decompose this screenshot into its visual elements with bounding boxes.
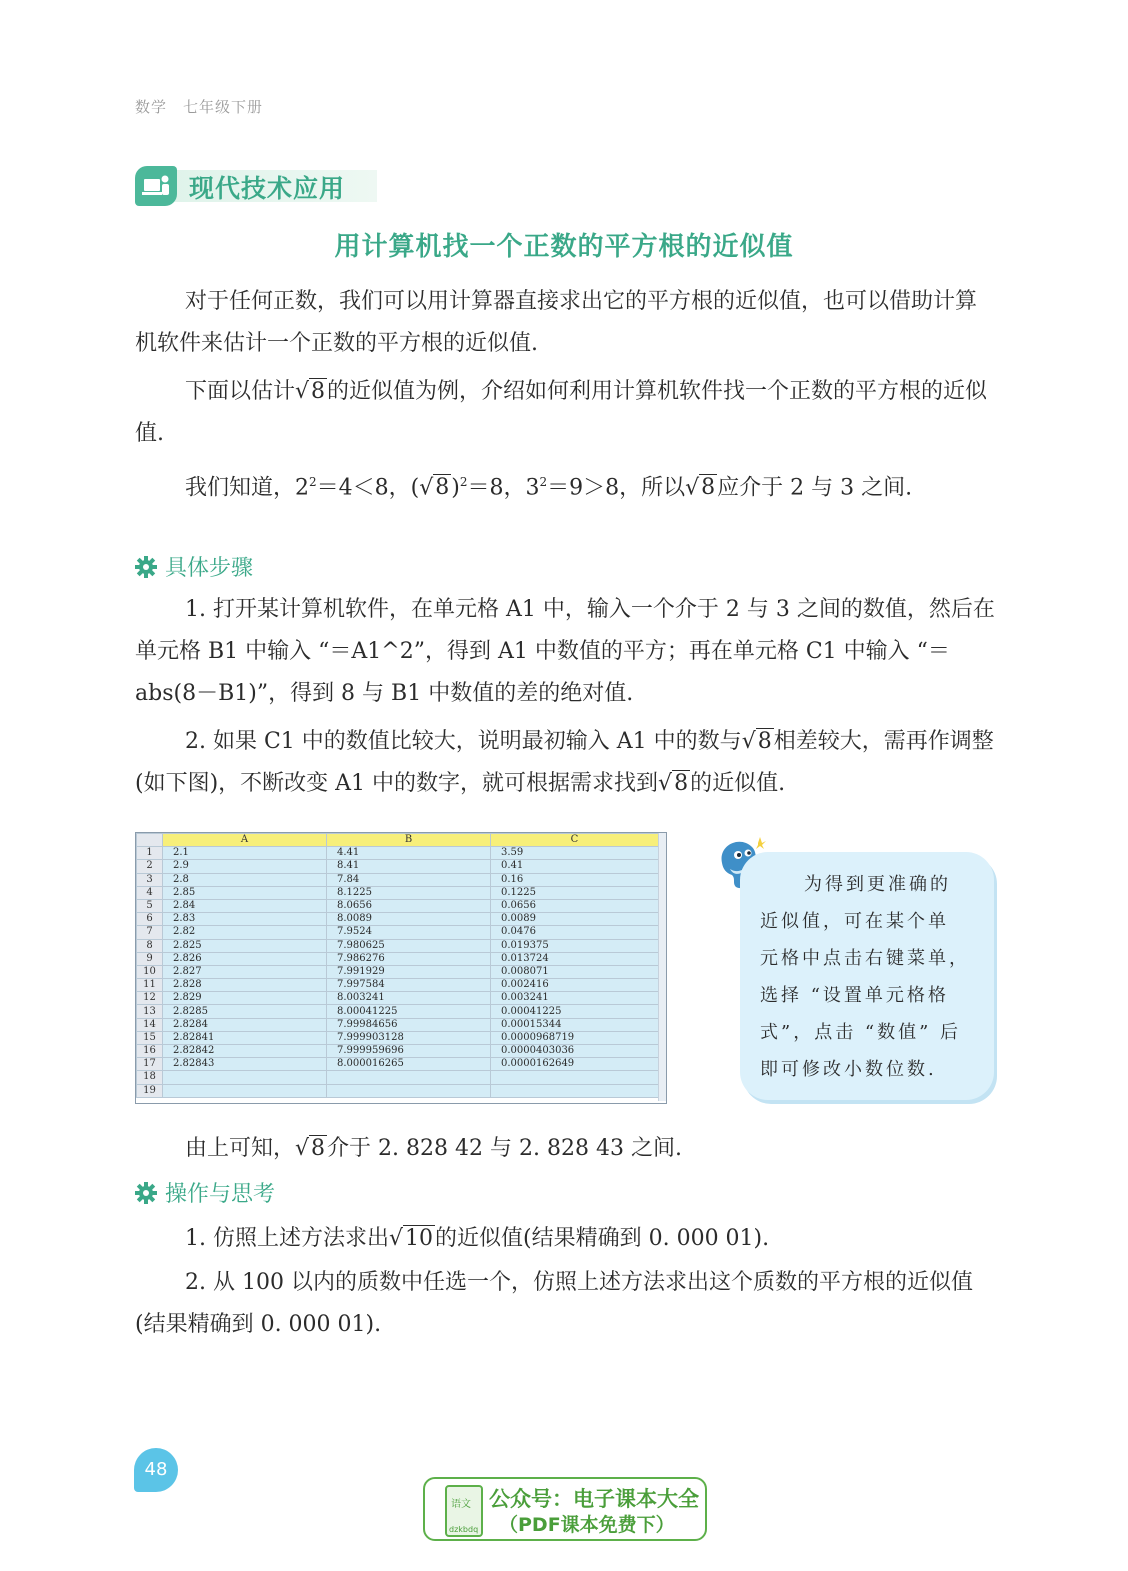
- table-cell[interactable]: 0.0089: [491, 913, 659, 926]
- table-cell[interactable]: 2.82843: [163, 1058, 327, 1071]
- table-cell[interactable]: 2.83: [163, 913, 327, 926]
- table-row: [137, 913, 659, 926]
- sqrt-8: √8: [685, 475, 716, 501]
- vertical-scrollbar[interactable]: [658, 833, 666, 1101]
- row-number[interactable]: 5: [137, 899, 163, 912]
- table-cell[interactable]: 8.0089: [327, 913, 491, 926]
- table-cell[interactable]: 7.991929: [327, 965, 491, 978]
- table-row: [137, 1084, 659, 1097]
- column-header[interactable]: A: [163, 834, 327, 847]
- table-cell[interactable]: 2.826: [163, 952, 327, 965]
- table-cell[interactable]: 7.980625: [327, 939, 491, 952]
- table-cell[interactable]: 2.1: [163, 847, 327, 860]
- gear-icon: [135, 1182, 157, 1204]
- table-cell[interactable]: 7.84: [327, 873, 491, 886]
- table-cell[interactable]: 0.00041225: [491, 1005, 659, 1018]
- table-cell[interactable]: 0.019375: [491, 939, 659, 952]
- table-row: [137, 1018, 659, 1031]
- table-row: [137, 1031, 659, 1044]
- row-number[interactable]: 3: [137, 873, 163, 886]
- table-cell[interactable]: 0.002416: [491, 979, 659, 992]
- table-row: [137, 1005, 659, 1018]
- table-cell[interactable]: 0.0000403036: [491, 1045, 659, 1058]
- computer-person-icon: [135, 166, 177, 206]
- table-cell[interactable]: 7.986276: [327, 952, 491, 965]
- table-cell[interactable]: 7.99984656: [327, 1018, 491, 1031]
- table-cell[interactable]: 7.999903128: [327, 1031, 491, 1044]
- steps-paragraphs: [135, 589, 995, 805]
- row-number[interactable]: 11: [137, 979, 163, 992]
- question-1: 1. 仿照上述方法求出√10的近似值(结果精确到 0. 000 01).: [185, 1226, 770, 1251]
- page-title: 用计算机找一个正数的平方根的近似值: [334, 232, 794, 262]
- row-number[interactable]: 10: [137, 965, 163, 978]
- row-number[interactable]: 8: [137, 939, 163, 952]
- table-cell[interactable]: 0.0000968719: [491, 1031, 659, 1044]
- table-cell[interactable]: 0.0000162649: [491, 1058, 659, 1071]
- row-number[interactable]: 18: [137, 1071, 163, 1084]
- table-row: [137, 1058, 659, 1071]
- row-number[interactable]: 4: [137, 886, 163, 899]
- row-number[interactable]: 12: [137, 992, 163, 1005]
- table-cell[interactable]: 2.85: [163, 886, 327, 899]
- step-2: 2. 如果 C1 中的数值比较大，说明最初输入 A1 中的数与√8相差较大，需再作调整(如下图)，不断改变 A1 中的数字，就可根据需求找到√8的近似值.: [135, 729, 994, 796]
- table-cell[interactable]: 8.0656: [327, 899, 491, 912]
- gear-icon: [135, 556, 157, 578]
- table-row: [137, 860, 659, 873]
- table-cell[interactable]: 2.828: [163, 979, 327, 992]
- sqrt-8: √8: [295, 379, 326, 404]
- table-cell[interactable]: 7.9524: [327, 926, 491, 939]
- table-cell[interactable]: 2.8285: [163, 1005, 327, 1018]
- table-cell[interactable]: 8.00041225: [327, 1005, 491, 1018]
- row-number[interactable]: 6: [137, 913, 163, 926]
- intro-paragraphs: [135, 281, 995, 509]
- table-row: [137, 979, 659, 992]
- sqrt-8: √8: [295, 1136, 326, 1161]
- table-cell[interactable]: [327, 1071, 491, 1084]
- table-cell[interactable]: 0.16: [491, 873, 659, 886]
- spreadsheet: [135, 832, 667, 1104]
- watermark-badge: 语文 dzkbdq 公众号：电子课本大全 （PDF课本免费下）: [423, 1477, 707, 1541]
- table-cell[interactable]: 2.82841: [163, 1031, 327, 1044]
- table-row: [137, 1071, 659, 1084]
- table-row: [137, 992, 659, 1005]
- table-cell[interactable]: [491, 1084, 659, 1097]
- think-heading: 操作与思考: [135, 1177, 275, 1208]
- table-cell[interactable]: 2.82842: [163, 1045, 327, 1058]
- table-cell[interactable]: 0.013724: [491, 952, 659, 965]
- table-cell[interactable]: 4.41: [327, 847, 491, 860]
- table-cell[interactable]: 2.827: [163, 965, 327, 978]
- spreadsheet-table: [136, 833, 659, 1098]
- table-cell[interactable]: 2.8284: [163, 1018, 327, 1031]
- sqrt-8: √8: [419, 475, 450, 501]
- table-cell[interactable]: [163, 1084, 327, 1097]
- steps-heading: 具体步骤: [135, 551, 253, 582]
- sqrt-10: √10: [388, 1226, 434, 1251]
- table-cell[interactable]: 2.825: [163, 939, 327, 952]
- table-row: [137, 1045, 659, 1058]
- table-cell[interactable]: 2.8: [163, 873, 327, 886]
- book-icon: 语文: [445, 1485, 483, 1537]
- question-2: 2. 从 100 以内的质数中任选一个，仿照上述方法求出这个质数的平方根的近似值(结果精确到 0. 000 01).: [135, 1270, 973, 1337]
- row-number[interactable]: 16: [137, 1045, 163, 1058]
- table-cell[interactable]: 0.41: [491, 860, 659, 873]
- table-cell[interactable]: 0.0656: [491, 899, 659, 912]
- section-title: 现代技术应用: [189, 174, 346, 203]
- table-row: [137, 965, 659, 978]
- table-cell[interactable]: 0.0476: [491, 926, 659, 939]
- table-cell[interactable]: 8.41: [327, 860, 491, 873]
- intro-p3: 我们知道，$2^2=4<8$，$(√8)^2=8$，$3^2=9>8$，所以√8应介于 2 与 3 之间.: [185, 475, 913, 501]
- table-cell[interactable]: [327, 1084, 491, 1097]
- column-header[interactable]: C: [491, 834, 659, 847]
- row-number[interactable]: 2: [137, 860, 163, 873]
- sqrt-8: √8: [741, 729, 772, 754]
- table-cell[interactable]: 3.59: [491, 847, 659, 860]
- table-cell[interactable]: 0.1225: [491, 886, 659, 899]
- table-row: [137, 952, 659, 965]
- row-number[interactable]: 9: [137, 952, 163, 965]
- row-number[interactable]: 19: [137, 1084, 163, 1097]
- table-cell[interactable]: 2.84: [163, 899, 327, 912]
- tip-text: 为得到更准确的 近似值，可在某个单 元格中点击右键菜单， 选择 “设置单元格格 式”，点击 “数值” 后 即可修改小数位数.: [760, 874, 970, 1080]
- table-cell[interactable]: 0.008071: [491, 965, 659, 978]
- sqrt-8: √8: [658, 771, 689, 796]
- conclusion: 由上可知，√8介于 2. 828 42 与 2. 828 43 之间.: [185, 1136, 682, 1161]
- table-row: [137, 886, 659, 899]
- row-number[interactable]: 1: [137, 847, 163, 860]
- table-row: [137, 873, 659, 886]
- table-cell[interactable]: [163, 1071, 327, 1084]
- row-number[interactable]: 7: [137, 926, 163, 939]
- column-header-row: [137, 834, 659, 847]
- table-cell[interactable]: 0.00015344: [491, 1018, 659, 1031]
- table-cell[interactable]: [491, 1071, 659, 1084]
- table-row: [137, 926, 659, 939]
- table-cell[interactable]: 7.997584: [327, 979, 491, 992]
- table-cell[interactable]: 7.999959696: [327, 1045, 491, 1058]
- row-number[interactable]: 13: [137, 1005, 163, 1018]
- intro-p1: 对于任何正数，我们可以用计算器直接求出它的平方根的近似值，也可以借助计算机软件来估计一个正数的平方根的近似值.: [135, 289, 978, 356]
- row-number[interactable]: 14: [137, 1018, 163, 1031]
- table-cell[interactable]: 8.000016265: [327, 1058, 491, 1071]
- table-cell[interactable]: 8.003241: [327, 992, 491, 1005]
- tip-bubble: [740, 852, 994, 1100]
- think-paragraphs: [135, 1218, 995, 1346]
- row-number[interactable]: 15: [137, 1031, 163, 1044]
- column-header[interactable]: B: [327, 834, 491, 847]
- table-cell[interactable]: 2.82: [163, 926, 327, 939]
- table-cell[interactable]: 2.9: [163, 860, 327, 873]
- table-cell[interactable]: 2.829: [163, 992, 327, 1005]
- table-row: [137, 899, 659, 912]
- page-number: 48: [134, 1448, 178, 1492]
- table-cell[interactable]: 8.1225: [327, 886, 491, 899]
- table-row: [137, 939, 659, 952]
- step-1: 1. 打开某计算机软件，在单元格 A1 中，输入一个介于 2 与 3 之间的数值，然后在单元格 B1 中输入 “＝A1^2”，得到 A1 中数值的平方；再在单元格 C1 中输入 “＝abs(8－B1)”，得到 8 与 B1 中数值的差的绝对值.: [135, 597, 995, 706]
- table-row: [137, 847, 659, 860]
- running-header: 数学 七年级下册: [135, 98, 264, 116]
- table-cell[interactable]: 0.003241: [491, 992, 659, 1005]
- row-number[interactable]: 17: [137, 1058, 163, 1071]
- section-banner: [135, 166, 377, 206]
- corner-cell[interactable]: [137, 834, 163, 847]
- intro-p2: 下面以估计√8的近似值为例，介绍如何利用计算机软件找一个正数的平方根的近似值.: [135, 379, 988, 446]
